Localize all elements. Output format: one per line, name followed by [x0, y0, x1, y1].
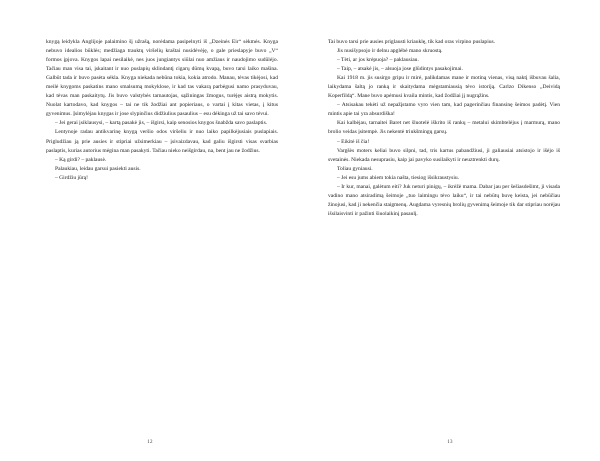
paragraph: Tai buvo tarsi prie ausies priglausti kriauklę, tik kad oras virpino puslapius.	[328, 39, 496, 45]
paragraph: – Girdžiu jūrą!	[55, 174, 88, 181]
book-page-right	[300, 38, 600, 461]
page-number-right: 13	[447, 440, 453, 445]
paragraph: – Tėti, ar jos krėpuoja? – paklausiau.	[337, 57, 419, 64]
paragraph: – Taip, – atsakė jis, – alsuoja jose glūdintys pasakojimai.	[337, 66, 463, 73]
paragraph: – Jei esu jums abiem tokia našta, tiesiog išsikraustysiu.	[337, 174, 460, 181]
page-text-column-left	[46, 38, 278, 183]
paragraph: Lentynoje radau antikvarinę knygą veršio odos viršeliu ir nuo laiko papilkėjusiais puslapiais. Prigludžiau ją prie ausies ir stipriai užsimerkiau – įsivaizdavau, kad galiu išgirsti visas svarbias paslaptis, kurias autorius mėgina man pasakyti. Tačiau nieko neišgirdau, na, bent jau ne žodžius.	[46, 129, 278, 154]
paragraph: Kai 1918 m. jis susirgo gripu ir mirė, palikdamas mane ir motiną vienas, visą naktį išbuvau šalia, laikydama šaltą jo ranką ir skaitydama mėgstamiausią tėvo istoriją. Carlzo Dikenso „Deividą Koperfildą“. Mane buvo apėmusi kvaila mintis, kad žodžiai jį nugrąžins.	[328, 75, 560, 100]
paragraph: – Atsisakau tekėti už nepažįstamo vyro vien tam, kad pagerinčiau finansinę šeimos padėtį. Vien mintis apie tai yra absurdiška!	[328, 102, 560, 118]
paragraph: – Jei gerai įsiklausysi, – kartą pasakė jis, – išgirsi, kaip senosios knygos šnabžda savo paslaptis.	[55, 120, 268, 127]
paragraph: knygą leidykla Anglijoje palaimino šį užrašą, norėdama pasipelnyti iš „Dzeinės Eir“ sėkmės. Knyga nebuvo idealios būklės; medžiaga trauktų viršelių kraštai nusidėvėję, o gale prieslapyje buvo „V“ formos įpjova. Knygos lapai nesilaikė, nes juos jungiantys siūlai nuo amžiaus ir naudojimo sudūlėjo. Tačiau man visa tai, įskaitant ir nuo puslapių sklindantį cigarų dūmų kvapą, buvo tarsi laiko mašina. Galbūt tada ir buvo pasėta sėkla. Knyga niekada nebūna tokia, kokia atrodo. Manau, tėvas tikėjosi, kad meilė knygoms paskatins mano smalsumą mokyklose, ir kad tas vakarą parbėgusi namo prasyduvau, kad tėvas man paskaitytų. Jis buvo valstybės tarnautojas, sąžiningas žmogus, turėjęs aistrą mokytis. Nuolat kartodavo, kad knygos – tai ne tik žodžiai ant popieriaus, o vartai į kitas vietas, į kitus gyvenimus. Įsimylėjau knygas ir jose slypinčius didžiulius pasaulius – esu dėkinga už tai savo tėvui.	[46, 39, 278, 118]
paragraph: Kai kalbėjau, tarnaitei Baret net šluotelė iškrito iš rankų – metalui skimbtelėjus į marmurą, mano brolio veidas įsitempė. Jis nekentė triukšmingų garsų.	[328, 120, 560, 136]
page-text-column-right	[328, 38, 560, 219]
paragraph: – Eikitė iš čia!	[337, 138, 370, 145]
paragraph: – Ką girdi? – paklausė.	[55, 156, 107, 163]
paragraph: Palaukiau, leidau garsui pasiekti ausis.	[55, 165, 141, 172]
paragraph: – Ir kur, manai, galėtum eiti? Juk neturi pinigų, – ikrėžė mama. Dabar jau per šešiasdešimt, ji visada vadino mano atsiradimą šeimoje „tuo laimingu tėvo laiku“, ir tai nebūtų buvę keista, jei nebūčiau žinojusi, kad ji nekenčia staigmenų. Augdama vyresnių brolių gyvenimą šeimoje tik dar stipriau norėjau išsilaisvinti ir pažinti šiuolaikinį pasaulį.	[328, 183, 560, 217]
paragraph: Jis nusišypsojo ir delnu apglėbė mano skruostą.	[337, 48, 443, 55]
paragraph: Vargšės moters keliai buvo silpni, tad, tris kartus pabandžiusi, ji galiausiai atsistojo ir išėjo iš svetainės. Niekada nesuprasiu, kaip jai pavyko susilaikyti ir neuztrenkti durų.	[328, 147, 560, 163]
book-page-left	[0, 38, 300, 461]
page-number-left: 12	[147, 440, 153, 445]
paragraph: Toliau gyniausi.	[337, 165, 373, 172]
